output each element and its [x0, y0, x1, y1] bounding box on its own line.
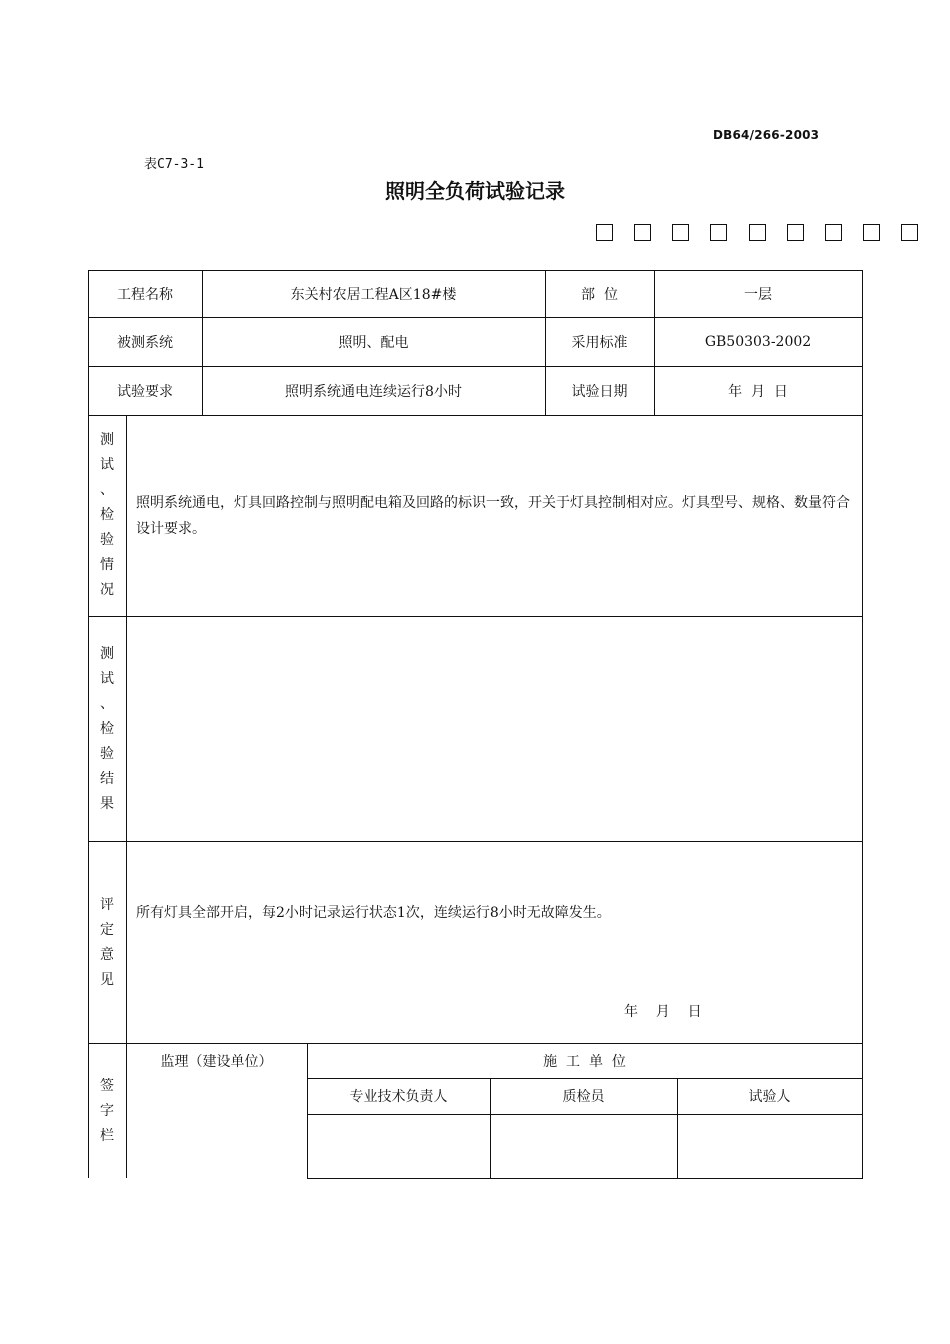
- table-rule: [862, 270, 863, 1179]
- label-char: 结: [100, 771, 114, 787]
- label-char: 定: [100, 922, 114, 938]
- table-rule: [88, 841, 863, 842]
- table-rule: [88, 616, 863, 617]
- label-char: 况: [100, 582, 114, 598]
- label-char: 、: [100, 482, 114, 498]
- label-char: 验: [100, 532, 114, 548]
- tech-lead-signature-field[interactable]: [307, 1114, 490, 1178]
- form-number: 表C7-3-1: [144, 157, 204, 172]
- tester-header: 试验人: [748, 1089, 791, 1105]
- contractor-header: 施 工 单 位: [543, 1053, 626, 1070]
- archive-box[interactable]: [710, 224, 727, 241]
- page-title: 照明全负荷试验记录: [385, 179, 565, 203]
- inspection-section-label: [88, 428, 126, 603]
- project-name-value[interactable]: 东关村农居工程A区18#楼: [290, 286, 457, 303]
- tester-signature-field[interactable]: [677, 1114, 862, 1178]
- archive-box[interactable]: [901, 224, 918, 241]
- requirement-value[interactable]: 照明系统通电连续运行8小时: [285, 383, 462, 400]
- system-value[interactable]: 照明、配电: [338, 334, 409, 351]
- result-content[interactable]: [136, 630, 856, 830]
- label-char: 试: [100, 457, 114, 473]
- label-char: 评: [100, 897, 114, 913]
- standard-code: DB64/266-2003: [713, 128, 820, 142]
- project-name-label: 工程名称: [117, 286, 173, 303]
- test-date-value[interactable]: 年 月 日: [728, 383, 788, 400]
- label-char: 测: [100, 432, 114, 448]
- result-section-label: [88, 642, 126, 817]
- location-value[interactable]: 一层: [744, 286, 772, 303]
- archive-box[interactable]: [634, 224, 651, 241]
- test-date-label: 试验日期: [571, 383, 628, 400]
- label-char: 检: [100, 507, 114, 523]
- opinion-content[interactable]: 所有灯具全部开启，每2小时记录运行状态1次，连续运行8小时无故障发生。: [136, 905, 611, 921]
- archive-box[interactable]: [596, 224, 613, 241]
- inspection-content[interactable]: 照明系统通电，灯具回路控制与照明配电箱及回路的标识一致，开关于灯具控制相对应。灯具型号、规格、数量符合设计要求。: [136, 495, 850, 537]
- qc-header: 质检员: [562, 1089, 605, 1105]
- standard-value[interactable]: GB50303-2002: [704, 333, 812, 350]
- label-char: 字: [100, 1103, 114, 1119]
- label-char: 测: [100, 646, 114, 662]
- tech-lead-header: 专业技术负责人: [349, 1089, 448, 1105]
- label-char: 、: [100, 696, 114, 712]
- archive-box[interactable]: [672, 224, 689, 241]
- label-char: 检: [100, 721, 114, 737]
- label-char: 情: [100, 557, 114, 573]
- requirement-label: 试验要求: [117, 383, 173, 400]
- table-rule: [88, 415, 863, 416]
- opinion-section-label: [88, 893, 126, 993]
- label-char: 果: [100, 796, 114, 812]
- opinion-date[interactable]: 年 月 日: [624, 1004, 702, 1020]
- supervisor-signature-field[interactable]: [126, 1078, 307, 1178]
- label-char: 签: [100, 1078, 114, 1094]
- label-char: 验: [100, 746, 114, 762]
- archive-box[interactable]: [787, 224, 804, 241]
- system-label: 被测系统: [117, 334, 173, 351]
- archive-box[interactable]: [749, 224, 766, 241]
- label-char: 意: [100, 947, 114, 963]
- qc-signature-field[interactable]: [490, 1114, 677, 1178]
- table-rule: [307, 1178, 863, 1179]
- location-label: 部 位: [581, 286, 618, 303]
- label-char: 栏: [100, 1128, 114, 1144]
- signature-section-label: [88, 1074, 126, 1149]
- standard-label: 采用标准: [571, 334, 628, 351]
- supervisor-header: 监理（建设单位）: [160, 1053, 273, 1070]
- label-char: 见: [100, 972, 114, 988]
- archive-box[interactable]: [863, 224, 880, 241]
- label-char: 试: [100, 671, 114, 687]
- archive-box[interactable]: [825, 224, 842, 241]
